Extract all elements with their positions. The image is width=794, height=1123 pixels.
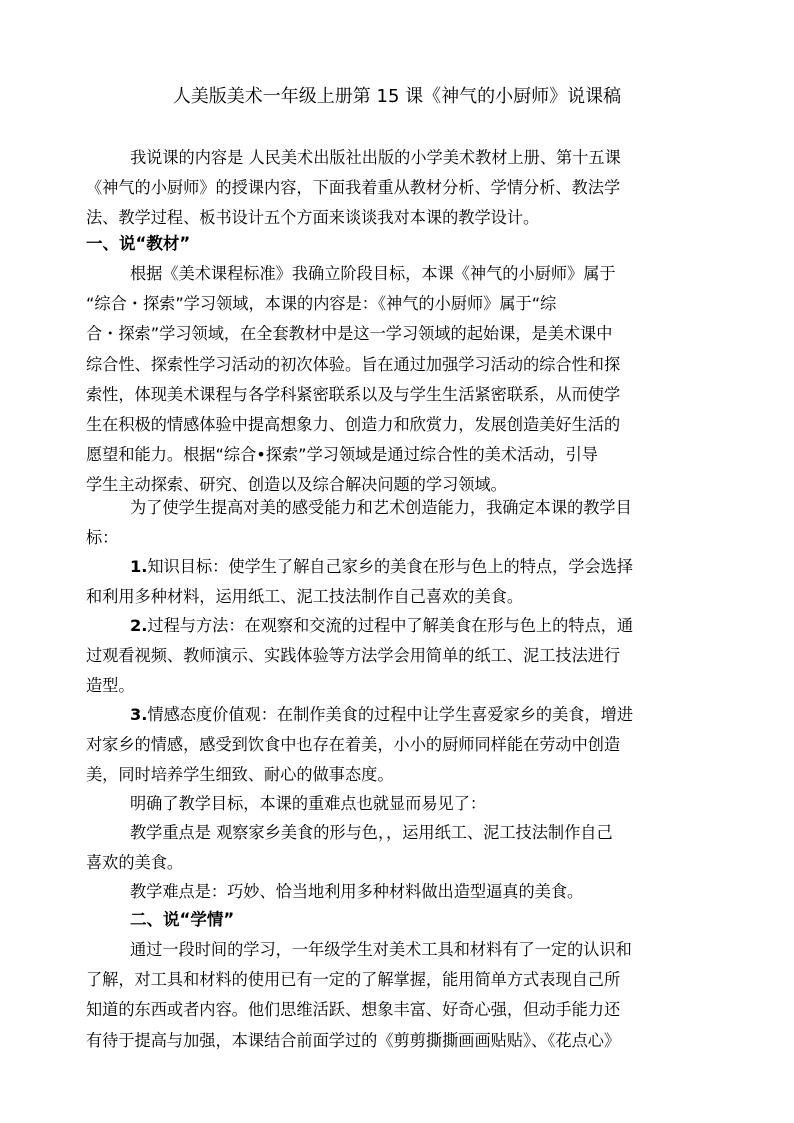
text-line: 生在积极的情感体验中提高想象力、创造力和欣赏力，发展创造美好生活的 [86,415,621,435]
text-line: 学生主动探索、研究、创造以及综合解决问题的学习领域。 [86,475,507,495]
text-line: 《神气的小厨师》的授课内容，下面我着重从教材分析、学情分析、教法学 [86,178,621,198]
text-line: 美，同时培养学生细致、耐心的做事态度。 [86,765,394,785]
text-line: 索性，体现美术课程与各学科紧密联系以及与学生生活紧密联系，从而使学 [86,384,621,404]
text-line: 通过一段时间的学习，一年级学生对美术工具和材料有了一定的认识和 [130,940,632,959]
text-line: 知识目标：使学生了解自己家乡的美食在形与色上的特点，学会选择 [147,557,634,576]
text-line: 教学难点是：巧妙、恰当地利用多种材料做出造型逼真的美食。 [130,882,584,901]
teaching-key-point [86,818,710,878]
text-line: 过观看视频、教师演示、实践体验等方法学会用简单的纸工、泥工技法进行 [86,646,621,666]
text-line: 情感态度价值观：在制作美食的过程中让学生喜爱家乡的美食，增进 [147,705,634,724]
text-line: 对家乡的情感，感受到饮食中也存在着美，小小的厨师同样能在劳动中创造 [86,735,621,755]
goal-number: 3. [130,705,148,724]
intro-paragraph [86,143,710,234]
text-line: 过程与方法：在观察和交流的过程中了解美食在形与色上的特点，通 [147,616,634,635]
text-line: 合・探索”学习领域，在全套教材中是这一学习领域的起始课，是美术课中 [86,324,613,344]
section-heading-textbook: 一、说“教材” [86,234,191,253]
goals-intro-paragraph [86,493,710,553]
goal-knowledge [86,552,710,612]
text-line: 教学重点是 观察家乡美食的形与色，，运用纸工、泥工技法制作自己 [130,823,613,842]
text-line: 了解，对工具和材料的使用已有一定的了解掌握，能用简单方式表现自己所 [86,970,621,990]
document-title: 人美版美术一年级上册第 15 课《神气的小厨师》说课稿 [172,86,622,107]
goal-number: 2. [130,616,148,635]
goal-number: 1. [130,557,148,576]
text-line: “综合・探索”学习领域，本课的内容是：《神气的小厨师》属于“综 [86,294,557,314]
text-line: 法、教学过程、板书设计五个方面来谈谈我对本课的教学设计。 [86,208,540,228]
students-paragraph [86,935,710,1056]
goal-process-method [86,611,710,702]
text-line: 我说课的内容是 人民美术出版社出版的小学美术教材上册、第十五课 [130,148,621,167]
text-line: 和利用多种材料，运用纸工、泥工技法制作自己喜欢的美食。 [86,587,524,607]
text-line: 根据《美术课程标准》我确立阶段目标，本课《神气的小厨师》属于 [130,264,616,283]
section-heading-students: 二、说“学情” [130,910,235,929]
text-line: 喜欢的美食。 [86,853,184,873]
text-line: 综合性、探索性学习活动的初次体验。旨在通过加强学习活动的综合性和探 [86,354,621,374]
text-line: 愿望和能力。根据“综合•探索”学习领域是通过综合性的美术活动，引导 [86,445,598,465]
goal-emotion-values [86,700,710,791]
textbook-paragraph [86,259,710,501]
text-line: 有待于提高与加强，本课结合前面学过的《剪剪撕撕画画贴贴》、《花点心》 [86,1030,621,1050]
text-line: 为了使学生提高对美的感受能力和艺术创造能力，我确定本课的教学目 [130,498,632,517]
key-points-intro [86,789,710,819]
text-line: 明确了教学目标，本课的重难点也就显而易见了： [130,794,487,813]
text-line: 造型。 [86,676,135,696]
teaching-difficulty [86,877,710,907]
text-line: 标： [86,528,119,548]
text-line: 知道的东西或者内容。他们思维活跃、想象丰富、好奇心强，但动手能力还 [86,1000,621,1020]
